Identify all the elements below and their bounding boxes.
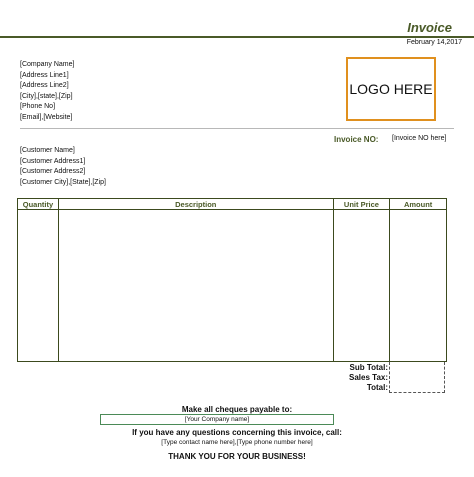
header-unit-price: Unit Price bbox=[333, 199, 390, 210]
header-description: Description bbox=[58, 199, 333, 210]
customer-name: [Customer Name] bbox=[20, 147, 75, 154]
contact-text: [Type contact name here],[Type phone number here] bbox=[161, 439, 313, 446]
header-quantity: Quantity bbox=[18, 199, 59, 210]
invoice-date: February 14,2017 bbox=[406, 39, 462, 46]
payable-company-name: [Your Company name] bbox=[184, 416, 250, 423]
logo-placeholder bbox=[346, 57, 436, 121]
questions-text: If you have any questions concerning this invoice, call: bbox=[132, 428, 342, 437]
customer-address2: [Customer Address2] bbox=[20, 168, 86, 175]
payable-company-field[interactable] bbox=[100, 414, 334, 425]
sub-total-label: Sub Total: bbox=[349, 363, 388, 372]
invoice-number-label: Invoice NO: bbox=[334, 135, 379, 144]
unit-price-cell[interactable] bbox=[333, 210, 390, 362]
totals-value-box[interactable] bbox=[389, 362, 445, 393]
section-divider bbox=[20, 128, 454, 129]
sales-tax-label: Sales Tax: bbox=[349, 373, 388, 382]
company-city-state-zip: [City],[state],[Zip] bbox=[20, 92, 73, 100]
items-table bbox=[17, 198, 447, 362]
header-amount: Amount bbox=[390, 199, 447, 210]
company-email-website: [Email],[Website] bbox=[20, 113, 73, 121]
logo-text: LOGO HERE bbox=[349, 81, 433, 97]
amount-cell[interactable] bbox=[390, 210, 447, 362]
invoice-title: Invoice bbox=[407, 20, 452, 35]
customer-city-state-zip: [Customer City],[State],[Zip] bbox=[20, 178, 106, 186]
total-label: Total: bbox=[366, 383, 388, 392]
company-name: [Company Name] bbox=[20, 61, 75, 68]
invoice-number-value[interactable]: [Invoice NO here] bbox=[392, 135, 447, 142]
header-rule bbox=[0, 36, 474, 38]
description-cell[interactable] bbox=[58, 210, 333, 362]
company-info bbox=[20, 60, 74, 123]
company-address-line1: [Address Line1] bbox=[20, 71, 69, 79]
company-address-line2: [Address Line2] bbox=[20, 82, 69, 89]
items-table-body-row bbox=[18, 210, 447, 362]
customer-address1: [Customer Address1] bbox=[20, 157, 86, 165]
company-phone: [Phone No] bbox=[20, 103, 56, 110]
thank-you-text: THANK YOU FOR YOUR BUSINESS! bbox=[168, 452, 306, 461]
quantity-cell[interactable] bbox=[18, 210, 59, 362]
items-table-header bbox=[18, 199, 447, 210]
cheques-payable-text: Make all cheques payable to: bbox=[181, 405, 293, 414]
customer-info bbox=[20, 146, 106, 188]
